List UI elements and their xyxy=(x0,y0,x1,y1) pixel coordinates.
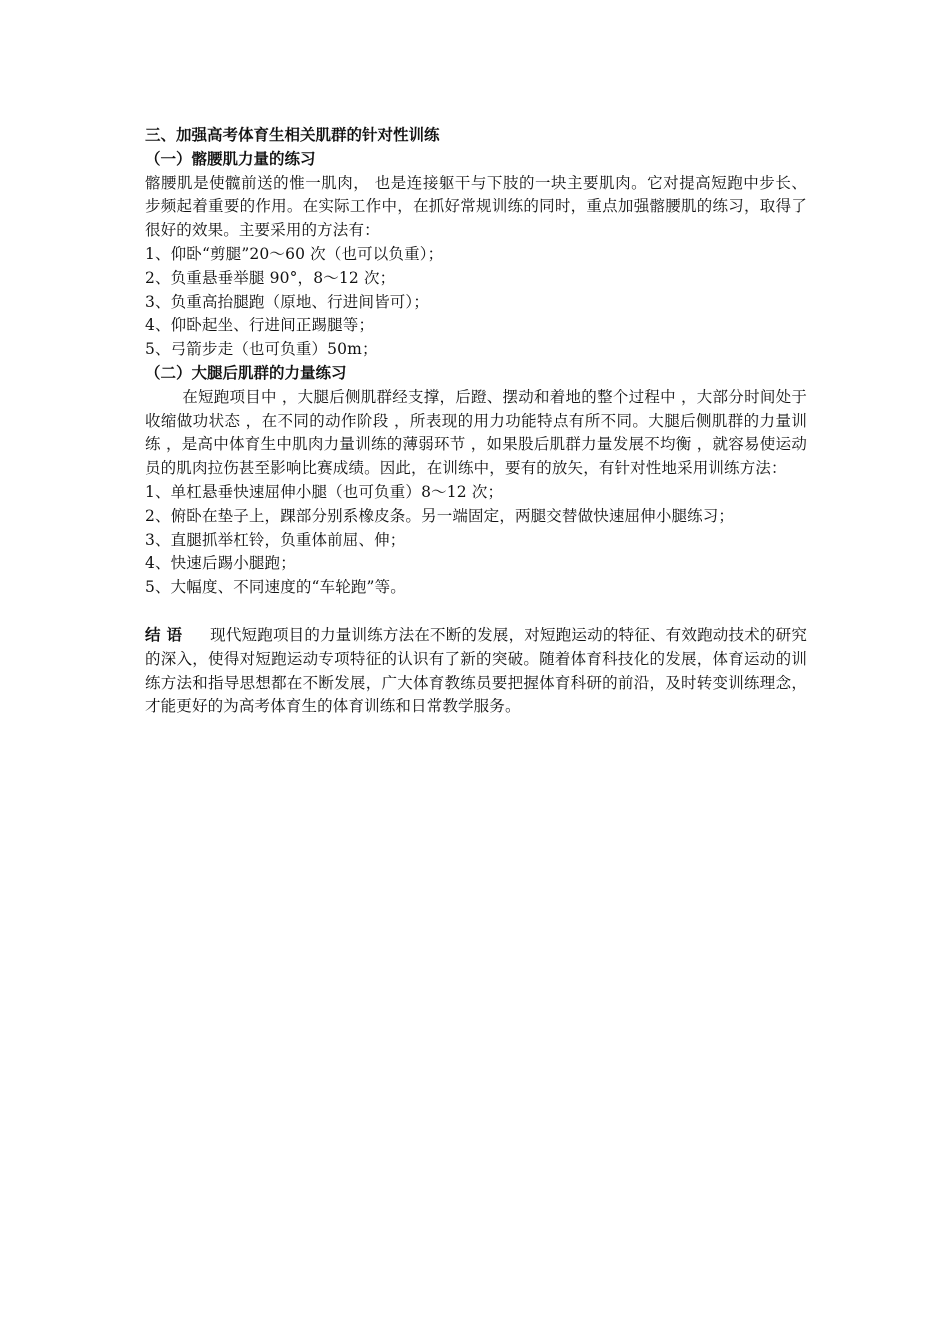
list-item: 4、快速后踢小腿跑； xyxy=(145,554,296,573)
subsection-title-iliopsoas: （一）髂腰肌力量的练习 xyxy=(145,149,316,168)
list-item: 2、俯卧在垫子上，踝部分别系橡皮条。另一端固定，两腿交替做快速屈伸小腿练习； xyxy=(145,506,735,525)
list-item: 2、负重悬垂举腿 90°，8～12 次； xyxy=(145,268,396,287)
hamstring-method-list xyxy=(145,481,807,600)
list-item: 1、仰卧“剪腿”20～60 次（也可以负重）； xyxy=(145,244,444,263)
list-item: 3、直腿抓举杠铃，负重体前屈、伸； xyxy=(145,530,406,549)
spacer xyxy=(145,600,807,624)
list-item: 5、大幅度、不同速度的“车轮跑”等。 xyxy=(145,578,406,597)
document-page xyxy=(145,124,807,719)
subsection-title-hamstring: （二）大腿后肌群的力量练习 xyxy=(145,363,347,382)
list-item: 5、弓箭步走（也可负重）50m； xyxy=(145,340,378,359)
iliopsoas-intro-paragraph: 髂腰肌是使髋前送的惟一肌肉， 也是连接躯干与下肢的一块主要肌肉。它对提高短跑中步长、步频起着重要的作用。在实际工作中，在抓好常规训练的同时，重点加强髂腰肌的练习，取得了很好的效果。主要采用的方法有： xyxy=(145,173,807,240)
list-item: 4、仰卧起坐、行进间正踢腿等； xyxy=(145,316,375,335)
iliopsoas-method-list xyxy=(145,243,807,362)
list-item: 3、负重高抬腿跑（原地、行进间皆可）； xyxy=(145,292,429,311)
section-title: 三、加强高考体育生相关肌群的针对性训练 xyxy=(145,126,440,144)
list-item: 1、单杠悬垂快速屈伸小腿（也可负重）8～12 次； xyxy=(145,482,504,501)
conclusion-label: 结语 xyxy=(145,625,189,644)
conclusion-text: 现代短跑项目的力量训练方法在不断的发展，对短跑运动的特征、有效跑动技术的研究的深入，使得对短跑运动专项特征的认识有了新的突破。随着体育科技化的发展，体育运动的训练方法和指导思想都在不断发展，广大体育教练员要把握体育科研的前沿，及时转变训练理念，才能更好的为高考体育生的体育训练和日常教学服务。 xyxy=(145,625,807,716)
hamstring-intro-paragraph: 在短跑项目中 ，大腿后侧肌群经支撑，后蹬、摆动和着地的整个过程中 ，大部分时间处于收缩做功状态 ，在不同的动作阶段 ，所表现的用力功能特点有所不同。大腿后侧肌群的力量训练 ，是高中体育生中肌肉力量训练的薄弱环节 ，如果股后肌群力量发展不均衡 ，就容易使运动员的肌肉拉伤甚至影响比赛成绩。因此，在训练中，要有的放矢，有针对性地采用训练方法： xyxy=(145,387,807,478)
conclusion-paragraph xyxy=(145,624,807,719)
